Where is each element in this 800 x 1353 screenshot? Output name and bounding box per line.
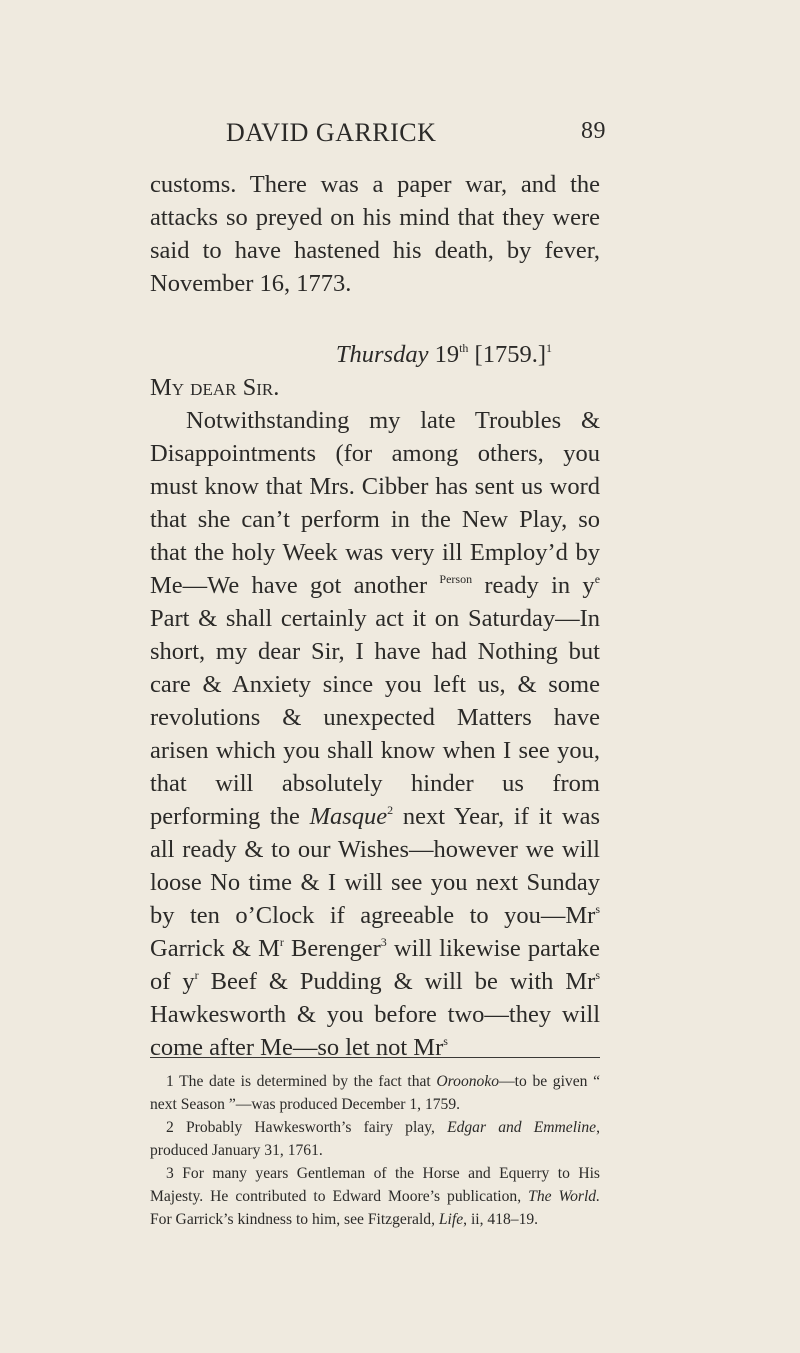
footnote-text: , produced January 31, 1761. [150, 1119, 601, 1159]
footnote-title: Life [438, 1211, 464, 1228]
footnote-ref-3: 3 [380, 935, 387, 949]
footnotes [150, 1070, 600, 1231]
letter-date-day: 19 [434, 341, 460, 368]
masque-title: Masque [309, 803, 388, 830]
letter-text-6: Berenger [283, 935, 381, 962]
superscript-s-1: s [595, 902, 600, 916]
footnote-number: 3 [166, 1165, 174, 1182]
footnote-text: The date is determined by the fact that [173, 1073, 437, 1090]
footnote-title: Edgar and Emmeline [447, 1119, 597, 1136]
letter-text-2: ready in y [472, 572, 595, 599]
intro-paragraph: customs. There was a paper war, and the attacks so preyed on his mind that they were said to have hastened his death, by fever, November 16, 1773. [150, 171, 600, 297]
footnote-ref-2: 2 [387, 803, 394, 817]
superscript-r-2: r [194, 968, 199, 982]
footnote-ref-1: 1 [546, 341, 552, 355]
footnote-1 [150, 1070, 600, 1116]
footnote-text: , ii, 418–19. [463, 1211, 539, 1228]
footnote-text: For Garrick’s kindness to him, see Fitzgerald, [150, 1211, 439, 1228]
caret-insertion: Person [439, 572, 473, 586]
letter-text-9: Hawkesworth & you before two—they will come after Me—so let not Mr [150, 1001, 600, 1061]
letter-text-5: Garrick & M [150, 935, 280, 962]
footnote-number: 1 [166, 1073, 174, 1090]
salutation: My dear Sir. [150, 374, 280, 401]
footnote-2 [150, 1116, 600, 1162]
letter-text-3: Part & shall certainly act it on Saturday—In short, my dear Sir, I have had Nothing but care & Anxiety since you left us, & some revolutions & unexpected Matters have arisen which you shall know when I see you, that will absolutely hinder us from performing the [150, 605, 600, 830]
footnote-title: The World. [528, 1188, 601, 1205]
footnote-text: For many years Gentleman of the Horse and Equerry to His Majesty. He contributed to Edward Moore’s publication, [150, 1165, 600, 1205]
superscript-s-3: s [443, 1034, 448, 1048]
footnote-text: —to be given “ next Season ”—was produced December 1, 1759. [150, 1073, 600, 1113]
letter-text-4: next Year, if it was all ready & to our Wishes—however we will loose No time & I will see you next Sunday by ten o’Clock if agreeable to you—Mr [150, 803, 600, 929]
letter-text-7: will likewise partake of y [150, 935, 600, 995]
footnote-text: Probably Hawkesworth’s fairy play, [173, 1119, 448, 1136]
footnote-title: Oroonoko [436, 1073, 500, 1090]
letter-text-8: Beef & Pudding & will be with Mr [198, 968, 596, 995]
superscript-s-2: s [595, 968, 600, 982]
footnote-rule [150, 1057, 600, 1058]
letter-date-year: [1759.] [474, 341, 546, 368]
letter-date [150, 338, 600, 371]
page-number: 89 [581, 118, 606, 144]
running-title: DAVID GARRICK [226, 118, 437, 147]
letter-text-1: Notwithstanding my late Troubles & Disappointments (for among others, you must know that Mrs. Cibber has sent us word that she can’t perform in the New Play, so that the holy Week was very ill Employ’d by Me—We have got another [150, 407, 600, 599]
superscript-r-1: r [279, 935, 284, 949]
footnote-number: 2 [166, 1119, 174, 1136]
letter-body [150, 404, 600, 1064]
letter-date-weekday: Thursday [335, 341, 429, 368]
footnote-3 [150, 1162, 600, 1231]
superscript-e: e [594, 572, 601, 586]
letter-date-suffix: th [459, 341, 469, 355]
body-text [150, 168, 600, 1064]
